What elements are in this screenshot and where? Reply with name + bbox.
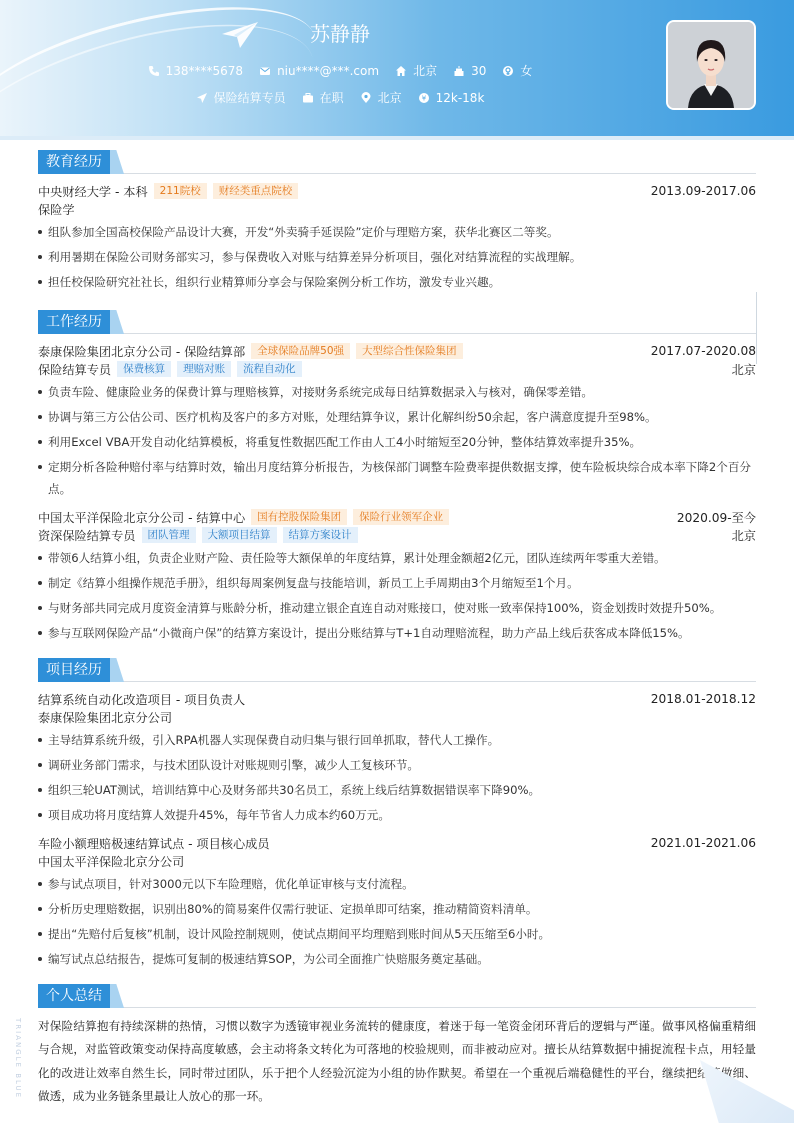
education-entry-sub: [38, 200, 756, 218]
target-position: 保险结算专员: [213, 91, 286, 105]
education-section: [38, 150, 756, 293]
decorative-line: [756, 292, 757, 364]
work-section: [38, 310, 756, 644]
send-icon: [196, 92, 208, 104]
employment-status: 在职: [319, 91, 344, 105]
project-bullets: [38, 873, 756, 970]
mail-icon: [259, 65, 271, 77]
list-item: 与财务部共同完成月度资金清算与账龄分析，推动建立银企直连自动对账接口，使对账一致率保持100%，资金划拨时效提升50%。: [38, 597, 756, 619]
portrait-image: [668, 22, 754, 108]
list-item: 制定《结算小组操作规范手册》，组织每周案例复盘与技能培训，新员工上手周期由3个月缩短至1个月。: [38, 572, 756, 594]
salary-info: [418, 91, 485, 105]
list-item: 编写试点总结报告，提炼可复制的极速结算SOP，为公司全面推广快赔服务奠定基础。: [38, 948, 756, 970]
city: 北京: [413, 64, 438, 78]
school-name: 中央财经大学 - 本科: [38, 184, 148, 199]
work-bullets: [38, 381, 756, 500]
skill-tag: 结算方案设计: [283, 527, 358, 543]
section-tab-tail: [110, 310, 124, 334]
project-bullets: [38, 729, 756, 826]
company-name: 中国太平洋保险北京分公司 - 结算中心: [38, 510, 246, 525]
list-item: 主导结算系统升级，引入RPA机器人实现保费自动归集与银行回单抓取，替代人工操作。: [38, 729, 756, 751]
company-tag: 保险行业领军企业: [353, 509, 449, 525]
list-item: 参与互联网保险产品“小微商户保”的结算方案设计，提出分账结算与T+1自动理赔流程，助力产品上线后获客成本降低15%。: [38, 622, 756, 644]
position-info: [196, 89, 286, 106]
email-address: niu****@***.com: [277, 63, 380, 78]
date-range: 2020.09-至今: [676, 510, 756, 525]
candidate-name: 苏静静: [310, 22, 370, 46]
date-range: 2018.01-2018.12: [650, 692, 756, 706]
skill-tag: 团队管理: [142, 527, 196, 543]
skill-tag: 流程自动化: [237, 361, 302, 377]
school-tag: 211院校: [154, 183, 207, 199]
section-tab-tail: [110, 150, 124, 174]
age-info: [453, 64, 486, 78]
list-item: 分析历史理赔数据，识别出80%的简易案件仅需行驶证、定损单即可结案，推动精简资料清单。: [38, 898, 756, 920]
list-item: 组队参加全国高校保险产品设计大赛，开发“外卖骑手延误险”定价与理赔方案，获华北赛区二等奖。: [38, 221, 756, 243]
company-name: 泰康保险集团北京分公司 - 保险结算部: [38, 344, 246, 359]
phone-number: 138****5678: [165, 63, 244, 78]
section-header: [38, 658, 756, 682]
section-header: [38, 150, 756, 174]
job-title: 保险结算专员: [38, 362, 112, 377]
project-name: 结算系统自动化改造项目 - 项目负责人: [38, 692, 246, 707]
education-entry-header: [38, 182, 756, 200]
section-tab-tail: [110, 658, 124, 682]
cake-icon: [453, 65, 465, 77]
svg-text:¥: ¥: [421, 94, 426, 103]
list-item: 利用Excel VBA开发自动化结算模板，将重复性数据匹配工作由人工4小时缩短至20分钟，整体结算效率提升35%。: [38, 431, 756, 453]
list-item: 协调与第三方公估公司、医疗机构及客户的多方对账，处理结算争议，累计化解纠纷50余起，客户满意度提升至98%。: [38, 406, 756, 428]
project-section: [38, 658, 756, 970]
email-info: [259, 64, 379, 78]
list-item: 提出“先赔付后复核”机制，设计风险控制规则，使试点期间平均理赔到账时间从5天压缩至6小时。: [38, 923, 756, 945]
section-tab-tail: [110, 984, 124, 1008]
money-icon: [418, 92, 430, 104]
summary-section: [38, 984, 756, 1108]
job-location: 北京: [731, 528, 756, 543]
phone-icon: [148, 65, 160, 77]
section-title: 项目经历: [38, 658, 110, 682]
project-name: 车险小额理赔极速结算试点 - 项目核心成员: [38, 836, 270, 851]
expected-salary: 12k-18k: [435, 90, 485, 105]
company-tag: 国有控股保险集团: [251, 509, 347, 525]
company-tag: 全球保险品牌50强: [251, 343, 350, 359]
section-header: [38, 310, 756, 334]
age: 30: [471, 63, 487, 78]
work-entry-sub: [38, 526, 756, 544]
gender-info: [502, 62, 532, 79]
list-item: 利用暑期在保险公司财务部实习，参与保费收入对账与结算差异分析项目，强化对结算流程的实战理解。: [38, 246, 756, 268]
project-org: 中国太平洋保险北京分公司: [38, 854, 185, 869]
date-range: 2021.01-2021.06: [650, 836, 756, 850]
job-title: 资深保险结算专员: [38, 528, 136, 543]
date-range: 2013.09-2017.06: [650, 184, 756, 198]
home-icon: [395, 65, 407, 77]
contact-row: [0, 62, 680, 79]
list-item: 带领6人结算小组，负责企业财产险、责任险等大额保单的年度结算，累计处理金额超2亿元，团队连续两年零重大差错。: [38, 547, 756, 569]
education-bullets: [38, 221, 756, 293]
watermark: TRIANGLE BLUE: [14, 1018, 22, 1100]
gender-icon: [502, 65, 514, 77]
resume-header: [0, 0, 794, 140]
list-item: 项目成功将月度结算人效提升45%，每年节省人力成本约60万元。: [38, 804, 756, 826]
skill-tag: 保费核算: [117, 361, 171, 377]
target-city-info: [360, 89, 402, 106]
list-item: 调研业务部门需求，与技术团队设计对账规则引擎，减少人工复核环节。: [38, 754, 756, 776]
project-entry-header: [38, 690, 756, 708]
list-item: 参与试点项目，针对3000元以下车险理赔，优化单证审核与支付流程。: [38, 873, 756, 895]
gender: 女: [520, 64, 533, 78]
school-tag: 财经类重点院校: [213, 183, 299, 199]
job-intent-row: [0, 89, 680, 106]
section-title: 工作经历: [38, 310, 110, 334]
work-entry-header: [38, 508, 756, 526]
list-item: 担任校保险研究社社长，组织行业精算师分享会与保险案例分析工作坊，激发专业兴趣。: [38, 271, 756, 293]
briefcase-icon: [302, 92, 314, 104]
work-entry-sub: [38, 360, 756, 378]
section-title: 教育经历: [38, 150, 110, 174]
city-info: [395, 62, 437, 79]
date-range: 2017.07-2020.08: [650, 344, 756, 358]
project-org: 泰康保险集团北京分公司: [38, 710, 173, 725]
section-title: 个人总结: [38, 984, 110, 1008]
phone-info: [148, 64, 243, 78]
work-entry-header: [38, 342, 756, 360]
project-entry-sub: [38, 852, 756, 870]
project-entry-sub: [38, 708, 756, 726]
work-bullets: [38, 547, 756, 644]
section-header: [38, 984, 756, 1008]
list-item: 负责车险、健康险业务的保费计算与理赔核算，对接财务系统完成每日结算数据录入与核对，确保零差错。: [38, 381, 756, 403]
skill-tag: 理赔对账: [177, 361, 231, 377]
list-item: 组织三轮UAT测试，培训结算中心及财务部共30名员工，系统上线后结算数据错误率下降90%。: [38, 779, 756, 801]
company-tag: 大型综合性保险集团: [356, 343, 463, 359]
project-entry-header: [38, 834, 756, 852]
target-city: 北京: [377, 91, 402, 105]
location-icon: [360, 92, 372, 104]
list-item: 定期分析各险种赔付率与结算时效，输出月度结算分析报告，为核保部门调整车险费率提供数据支撑，使车险板块综合成本率下降2个百分点。: [38, 456, 756, 500]
skill-tag: 大额项目结算: [202, 527, 277, 543]
status-info: [302, 89, 344, 106]
summary-text: 对保险结算抱有持续深耕的热情，习惯以数字为透镜审视业务流转的健康度，着迷于每一笔资金闭环背后的逻辑与严谨。做事风格偏重精细与合规，对监管政策变动保持高度敏感，会主动将条文转化为可落地的校验规则，而非被动应对。擅长从结算数据中捕捉流程卡点，用轻量化的改进让效率自然生长，同时带过团队，乐于把个人经验沉淀为小组的协作默契。希望在一个重视后端稳健性的平台，继续把结算做细、做透，成为业务链条里最让人放心的那一环。: [38, 1019, 756, 1103]
avatar: [666, 20, 756, 110]
major: 保险学: [38, 202, 75, 217]
job-location: 北京: [731, 362, 756, 377]
